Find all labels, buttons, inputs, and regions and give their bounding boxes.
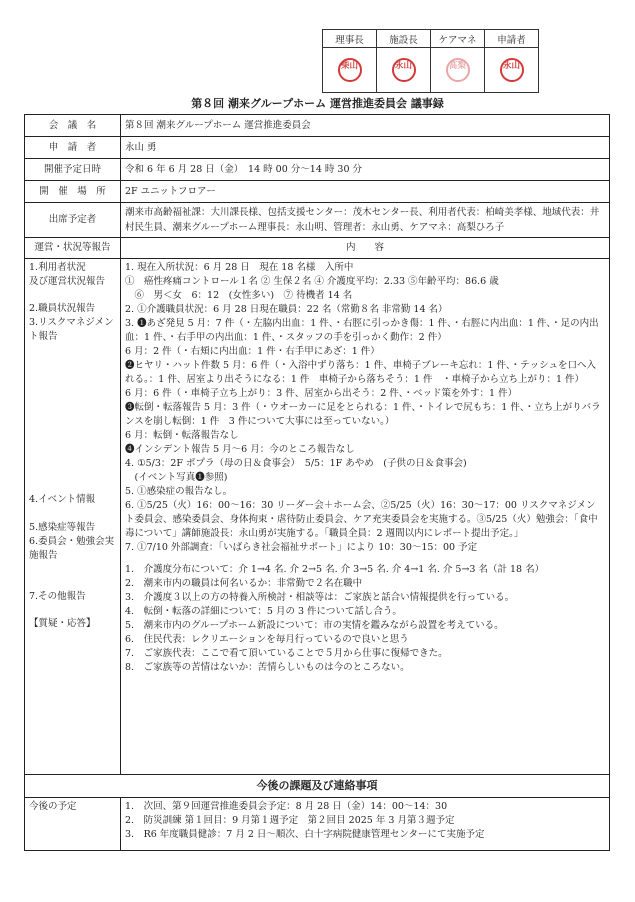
approval-stamp-table	[322, 29, 539, 93]
label-committee-report: 6.委員会・勉強会実施報告	[29, 536, 115, 561]
future-section-title: 今後の課題及び連絡事項	[25, 775, 610, 798]
approval-header-chairman: 理事長	[323, 30, 377, 48]
qa-item: 6. 住民代表：レクリエーションを毎月行っているので良いと思う	[125, 634, 409, 645]
report-column-header: 運営・状況等報告	[25, 238, 121, 259]
qa-item: 5. 潮来市内のグループホーム新設について：市の実情を鑑みながら設置を考えている。	[125, 620, 504, 631]
content-line: (イベント写真❶参照)	[125, 472, 228, 483]
label-qa: 【質疑・応答】	[29, 618, 96, 629]
content-line: ❷ヒヤリ・ハット件数 5 月：6 件（・入浴中ずり落ち：1 件、車椅子ブレーキ忘れ：1 件、・テッシュを口へ入れる。：1 件、居室より出そうになる：1 件 車椅子から落ちそう：1 件 ・車椅子から立ち上がり：1 件）	[125, 360, 596, 385]
content-line: 6 月：転倒・転落報告なし	[125, 430, 239, 441]
content-line: 7. ①7/10 外部調査：「いばらき社会福祉サポート」により 10：30～15：00 予定	[125, 542, 478, 553]
label-operation-status: 及び運営状況報告	[29, 276, 106, 287]
label-staff-status: 2.職員状況報告	[29, 303, 96, 314]
seal-stamp-icon: 柴山	[338, 58, 362, 82]
future-item: 2. 防災訓練 第１回目：9 月第１週予定 第２回目 2025 年 3 月第３週予定	[125, 815, 455, 826]
approval-header-applicant: 申請者	[485, 30, 539, 48]
place-value: 2F ユニットフロアー	[121, 181, 610, 203]
applicant-value: 永山 勇	[121, 137, 610, 159]
approval-header-director: 施設長	[377, 30, 431, 48]
meeting-name-label: 会 議 名	[25, 115, 121, 137]
content-line: ❹インシデント報告 5 月～6 月：今のところ報告なし	[125, 444, 355, 455]
document-title: 第８回 潮来グループホーム 運営推進委員会 議事録	[191, 97, 444, 110]
content-line: 3. ❶あざ発見 5 月：7 件（・左脇内出血：1 件、・右脛に引っかき傷：1 件、・右脛に内出血：1 件、・足の内出血：1 件、・右手甲の内出血：1 件、・スタッフの手を引っかく動作：2 件）	[125, 318, 599, 343]
report-category-cell	[25, 259, 121, 775]
qa-item: 1. 介護度分布について：介 1→4 名. 介 2→5 名. 介 3→5 名. 介 4→1 名. 介 5→3 名（計 18 名）	[125, 564, 545, 575]
attendees-value: 潮来市高齢福祉課：大川課長様、包括支援センター：茂木センター長、利用者代表：柏崎美孝様、地域代表：井村民生員、潮来グループホーム理事長：永山明、管理者：永山勇、ケアマネ：高梨ひろ子	[121, 203, 610, 238]
label-risk-management: 3.リスクマネジメント報告	[29, 317, 114, 342]
future-item: 1. 次回、第９回運営推進委員会予定：8 月 28 日（金）14：00～14：30	[125, 801, 448, 812]
date-value: 令和 6 年 6 月 28 日（金） 14 時 00 分～14 時 30 分	[121, 159, 610, 181]
content-line: ❸転倒・転落報告 5 月：3 件（・ウオーカーに足をとられる：1 件、・トイレで尻もち：1 件、・立ち上がりバランスを崩し転倒：1 件 3 件について大事には至っていない。）	[125, 402, 601, 427]
content-line: 6 月：6 件（・車椅子立ち上がり：3 件、居室から出そう：2 件、・ベッド策を外す：1 件）	[125, 388, 518, 399]
date-label: 開催予定日時	[25, 159, 121, 181]
future-plan-content	[121, 798, 610, 851]
qa-item: 8. ご家族等の苦情はないか：苦情らしいものは今のところない。	[125, 662, 410, 673]
seal-stamp-icon: 永山	[500, 58, 524, 82]
content-line: 6 月：2 件（・右頬に内出血：1 件・右手甲にあざ：1 件）	[125, 346, 380, 357]
content-line: 1. 現在入所状況：6 月 28 日 現在 18 名様 入所中	[125, 262, 354, 273]
content-line: 2. ①介護職員状況：6 月 28 日現在職員：22 名（常勤８名 非常勤 14 名）	[125, 304, 448, 315]
content-line: ① 癌性疼痛コントロール１名 ② 生保２名 ④ 介護度平均：2.33 ⑤年齢平均：86.6 歳	[125, 276, 499, 287]
content-line: ⑥ 男＜女 6：12 (女性多い) ⑦ 待機者 14 名	[125, 290, 353, 301]
future-plan-label: 今後の予定	[25, 798, 121, 851]
content-line: 6. ①5/25（火）16：00～16：30 リーダー会＋ホーム会、②5/25（火）16：30～17：00 リスクマネジメント委員会、感染委員会、身体拘束・虐待防止委員会、ケア充実委員会を実施する。③5/25（火）勉強会：「食中毒について」講師施設長：永山勇が実施する。「職員全員：2 週間以内にレポート提出予定。」	[125, 500, 598, 539]
future-item: 3. R6 年度職員健診：7 月 2 日～順次、白十字病院健康管理センターにて実施予定	[125, 829, 485, 840]
applicant-label: 申 請 者	[25, 137, 121, 159]
seal-stamp-icon: 髙梨	[446, 58, 470, 82]
label-user-status: 1.利用者状況	[29, 262, 86, 273]
attendees-label: 出席予定者	[25, 203, 121, 238]
label-infection-report: 5.感染症等報告	[29, 522, 96, 533]
label-other-report: 7.その他報告	[29, 591, 86, 602]
qa-item: 7. ご家族代表：ここで看て頂いていることで５月から仕事に復帰できた。	[125, 648, 448, 659]
qa-item: 2. 潮来市内の職員は何名いるか：非常勤で２名在職中	[125, 578, 363, 589]
report-content-cell	[121, 259, 610, 775]
qa-item: 4. 転倒・転落の詳細について：5 月の 3 件について話し合う。	[125, 606, 402, 617]
content-line: 5. ①感染症の報告なし。	[125, 486, 233, 497]
place-label: 開 催 場 所	[25, 181, 121, 203]
meeting-name-value: 第８回 潮来グループホーム 運営推進委員会	[121, 115, 610, 137]
content-column-header: 内 容	[121, 238, 610, 259]
minutes-table	[24, 114, 610, 851]
approval-header-caremanager: ケアマネ	[431, 30, 485, 48]
label-event-info: 4.イベント情報	[29, 494, 96, 505]
seal-stamp-icon: 永山	[392, 58, 416, 82]
qa-item: 3. 介護度３以上の方の特養入所検討・相談等は：ご家族と話合い情報提供を行っている。	[125, 592, 515, 603]
content-line: 4. ①5/3：2F ポプラ（母の日＆食事会） 5/5：1F あやめ (子供の日＆食事会)	[125, 458, 467, 469]
